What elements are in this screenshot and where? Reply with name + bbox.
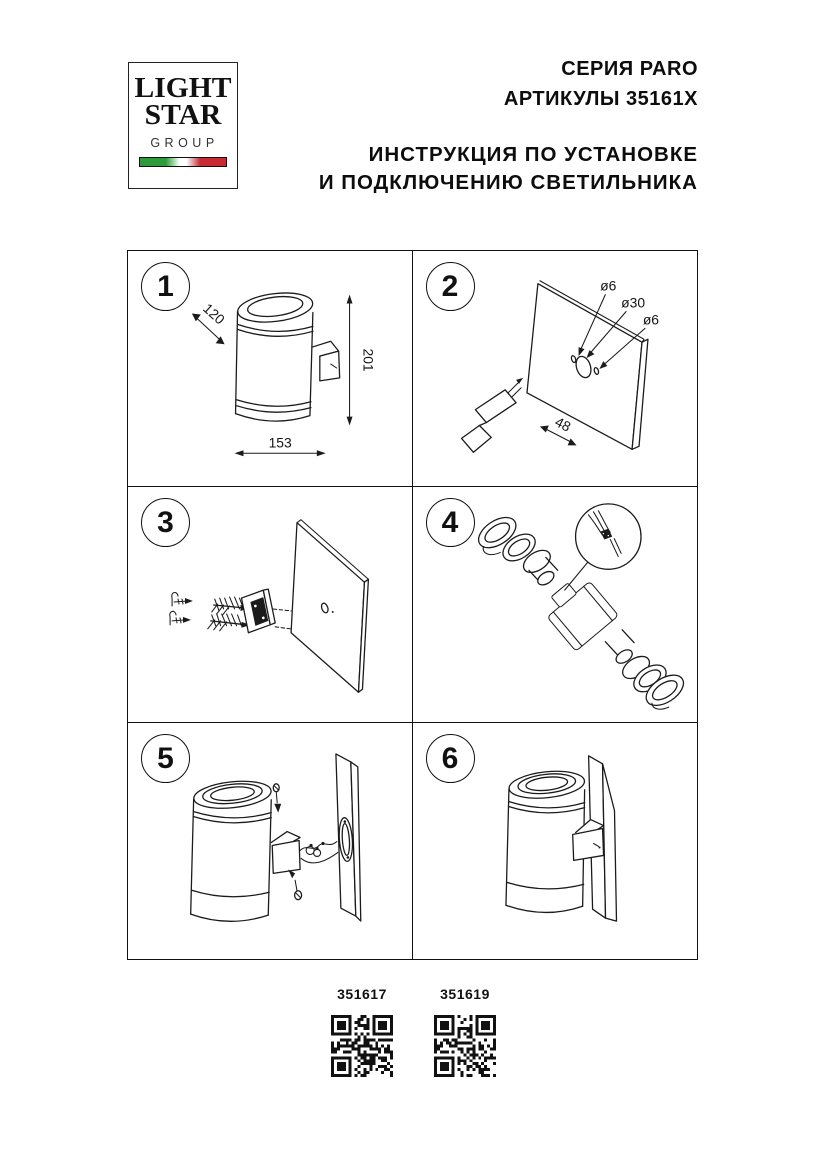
dimension-width (235, 434, 326, 456)
series-title: СЕРИЯ PARO (561, 58, 698, 80)
logo-star-text: STAR (144, 98, 222, 131)
step-2-panel (413, 251, 698, 487)
step-6-panel (413, 723, 698, 959)
dimension-width-label: 153 (268, 434, 292, 451)
dimension-offset (539, 413, 576, 445)
document-title-line2: И ПОДКЛЮЧЕНИЮ СВЕТИЛЬНИКА (318, 171, 698, 195)
header (319, 58, 698, 198)
fixing-screw-top (273, 784, 281, 813)
dimension-offset-label: 48 (551, 413, 573, 435)
italy-flag-stripe (139, 157, 227, 167)
fixing-screw-bottom (288, 869, 301, 899)
step-6-number: 6 (426, 734, 475, 783)
qr-code (331, 1015, 393, 1077)
logo-light-text: LIGHT (134, 72, 232, 104)
hole-left-label: ø6 (599, 277, 616, 294)
hole-center-label: ø30 (620, 294, 645, 311)
lamp-fixture (191, 778, 300, 922)
document-title-line1: ИНСТРУКЦИЯ ПО УСТАНОВКЕ (368, 143, 698, 166)
lamp-fixture (236, 289, 340, 421)
step-1-number: 1 (141, 262, 190, 311)
mounting-bracket (312, 341, 340, 381)
screw-icon (172, 592, 193, 606)
wiring-detail-circle (575, 504, 640, 569)
step-5-number: 5 (141, 734, 190, 783)
drill-icon (461, 378, 522, 452)
mounting-bracket (271, 832, 300, 874)
lamp-body (538, 571, 618, 651)
dimension-depth-label: 120 (200, 300, 229, 328)
screw-icon (170, 611, 191, 625)
mounting-bracket (572, 820, 603, 861)
mounting-bracket (241, 589, 275, 633)
wires (300, 841, 338, 862)
product-351619 (434, 986, 496, 1077)
step-2-number: 2 (426, 262, 475, 311)
product-351617 (331, 986, 393, 1077)
dimension-height-label: 201 (360, 348, 377, 372)
logo-group-text: GROUP (150, 135, 219, 150)
step-3-number: 3 (141, 498, 190, 547)
step-1-panel (128, 251, 413, 487)
wall-panel (336, 754, 361, 921)
wall-panel (291, 520, 368, 693)
step-3-panel (128, 487, 413, 723)
product-code: 351619 (440, 986, 490, 1002)
steps-grid (127, 250, 698, 960)
step-4-panel (413, 487, 698, 723)
dimension-depth (192, 300, 228, 344)
brand-logo (128, 62, 238, 189)
step-4-number: 4 (426, 498, 475, 547)
document-title (319, 141, 698, 198)
dimension-height (347, 295, 377, 426)
product-code: 351617 (337, 986, 387, 1002)
step-5-panel (128, 723, 413, 959)
qr-code (434, 1015, 496, 1077)
hole-right-label: ø6 (642, 311, 659, 328)
articles-title: АРТИКУЛЫ 35161X (503, 88, 698, 110)
